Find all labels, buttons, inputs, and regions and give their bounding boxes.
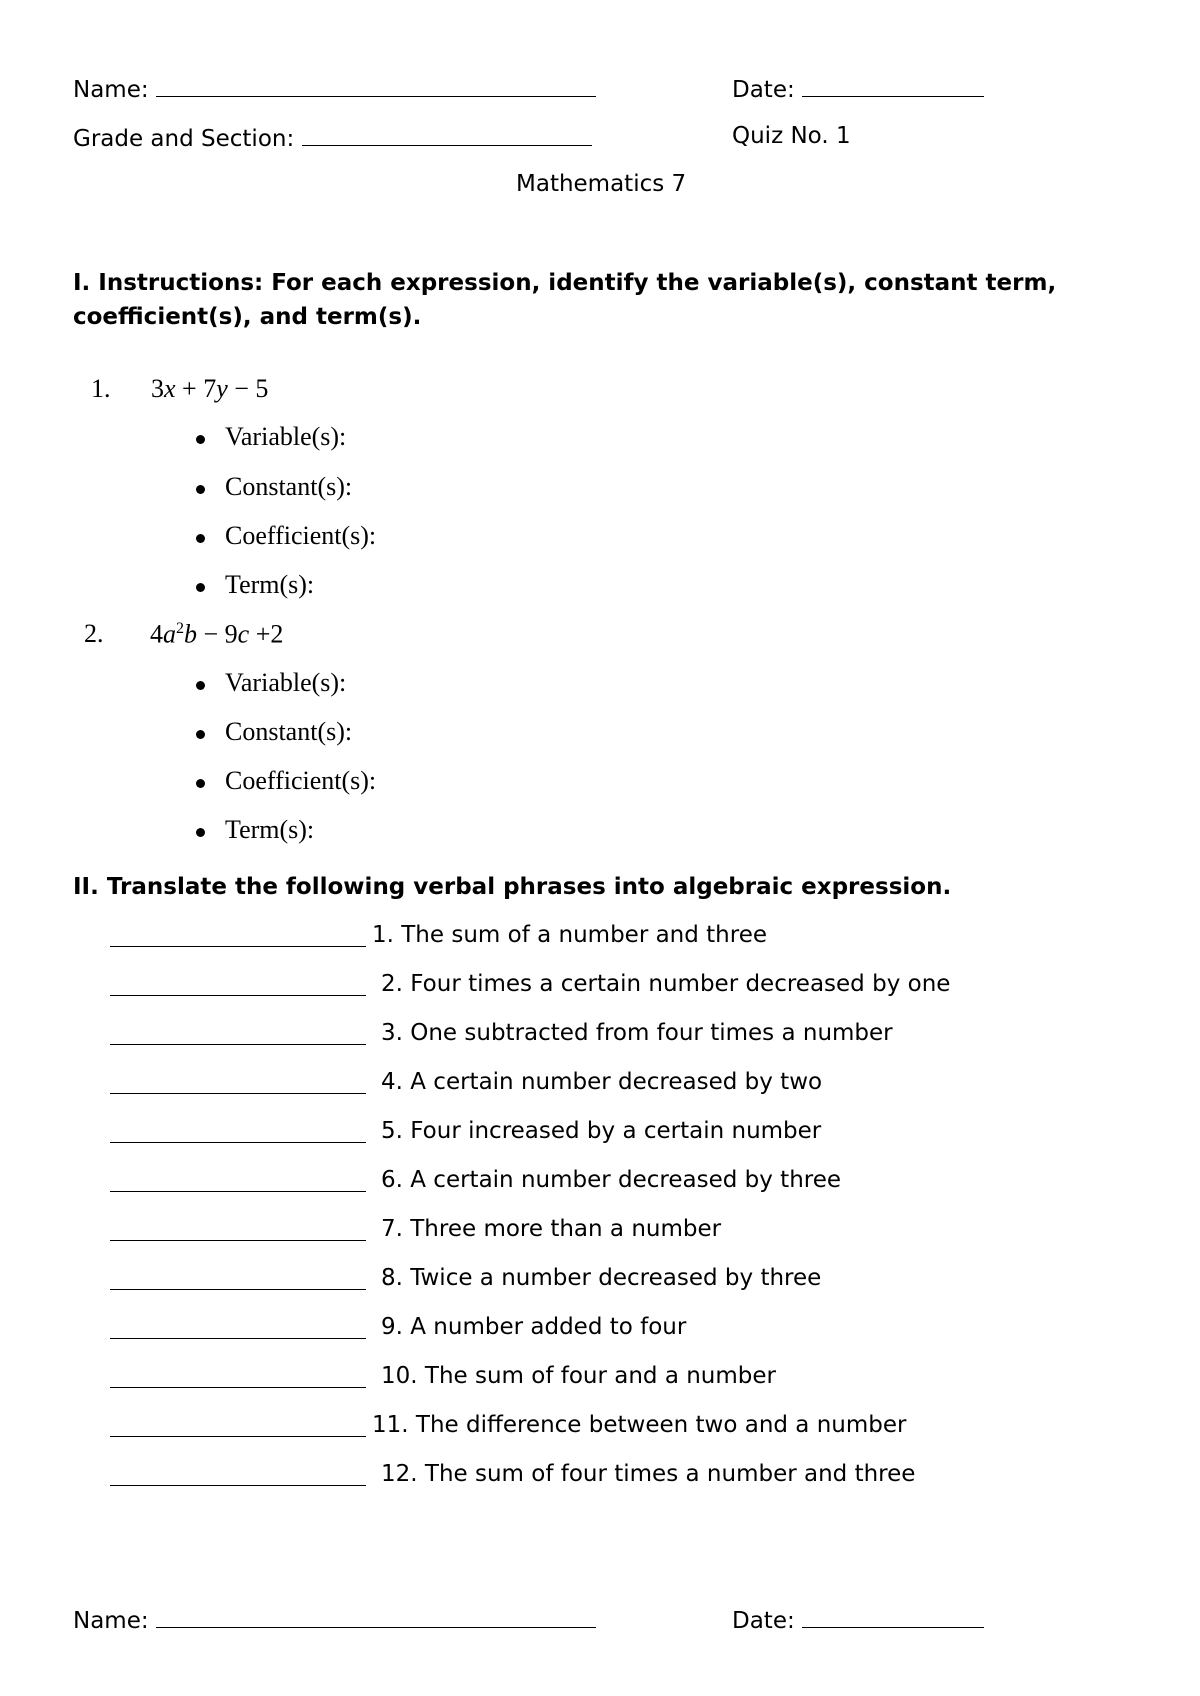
part1-instructions-line2: coefficient(s), and term(s). bbox=[73, 304, 422, 330]
bullet-icon bbox=[196, 435, 205, 444]
bullet-icon bbox=[196, 485, 205, 494]
answer-blank[interactable] bbox=[110, 1436, 366, 1437]
answer-blank[interactable] bbox=[110, 1191, 366, 1192]
name-field bbox=[73, 76, 596, 102]
bullet-icon bbox=[196, 779, 205, 788]
field-label: Variable(s): bbox=[225, 668, 347, 697]
footer-name-blank[interactable] bbox=[156, 1607, 596, 1628]
phrase-text: 3. One subtracted from four times a number bbox=[381, 1020, 893, 1046]
item-1-expression: 3x + 7y − 5 bbox=[151, 374, 269, 403]
date-label: Date: bbox=[732, 77, 795, 103]
item-1-field-constants bbox=[196, 474, 352, 500]
quiz-number: Quiz No. 1 bbox=[732, 123, 851, 149]
field-label: Term(s): bbox=[225, 570, 315, 599]
phrase-text: 5. Four increased by a certain number bbox=[381, 1118, 822, 1144]
field-label: Constant(s): bbox=[225, 472, 353, 501]
item-1-field-coefficients bbox=[196, 523, 376, 549]
grade-section-field bbox=[73, 125, 592, 151]
date-field bbox=[732, 76, 984, 102]
answer-blank[interactable] bbox=[110, 1485, 366, 1486]
field-label: Coefficient(s): bbox=[225, 766, 377, 795]
field-label: Constant(s): bbox=[225, 717, 353, 746]
item-2-field-constants bbox=[196, 719, 352, 745]
field-label: Term(s): bbox=[225, 815, 315, 844]
answer-blank[interactable] bbox=[110, 995, 366, 996]
name-blank[interactable] bbox=[156, 76, 596, 97]
part2-instructions: II. Translate the following verbal phrases into algebraic expression. bbox=[73, 874, 952, 900]
date-blank[interactable] bbox=[802, 76, 984, 97]
footer-date-label: Date: bbox=[732, 1608, 795, 1634]
phrase-text: 9. A number added to four bbox=[381, 1314, 687, 1340]
item-2-field-variables bbox=[196, 670, 346, 696]
answer-blank[interactable] bbox=[110, 1093, 366, 1094]
answer-blank[interactable] bbox=[110, 1338, 366, 1339]
footer-name-label: Name: bbox=[73, 1608, 149, 1634]
answer-blank[interactable] bbox=[110, 946, 366, 947]
phrase-text: 11. The difference between two and a number bbox=[372, 1412, 907, 1438]
answer-blank[interactable] bbox=[110, 1240, 366, 1241]
item-1-number: 1. bbox=[91, 374, 111, 403]
answer-blank[interactable] bbox=[110, 1387, 366, 1388]
part1-instructions-line1: I. Instructions: For each expression, identify the variable(s), constant term, bbox=[73, 270, 1057, 296]
footer-date-blank[interactable] bbox=[802, 1607, 984, 1628]
phrase-text: 1. The sum of a number and three bbox=[372, 922, 768, 948]
phrase-text: 8. Twice a number decreased by three bbox=[381, 1265, 822, 1291]
bullet-icon bbox=[196, 730, 205, 739]
phrase-text: 2. Four times a certain number decreased by one bbox=[381, 971, 951, 997]
answer-blank[interactable] bbox=[110, 1044, 366, 1045]
subject-title: Mathematics 7 bbox=[516, 171, 687, 197]
footer-date-field bbox=[732, 1607, 984, 1633]
footer-name-field bbox=[73, 1607, 596, 1633]
field-label: Coefficient(s): bbox=[225, 521, 377, 550]
grade-section-blank[interactable] bbox=[302, 125, 592, 146]
bullet-icon bbox=[196, 534, 205, 543]
answer-blank[interactable] bbox=[110, 1289, 366, 1290]
phrase-text: 6. A certain number decreased by three bbox=[381, 1167, 842, 1193]
grade-section-label: Grade and Section: bbox=[73, 126, 295, 152]
bullet-icon bbox=[196, 828, 205, 837]
bullet-icon bbox=[196, 583, 205, 592]
item-1-field-variables bbox=[196, 424, 346, 450]
bullet-icon bbox=[196, 681, 205, 690]
item-2-field-coefficients bbox=[196, 768, 376, 794]
item-1-field-terms bbox=[196, 572, 314, 598]
phrase-text: 4. A certain number decreased by two bbox=[381, 1069, 823, 1095]
field-label: Variable(s): bbox=[225, 422, 347, 451]
item-2-field-terms bbox=[196, 817, 314, 843]
phrase-text: 12. The sum of four times a number and three bbox=[381, 1461, 916, 1487]
phrase-text: 10. The sum of four and a number bbox=[381, 1363, 776, 1389]
name-label: Name: bbox=[73, 77, 149, 103]
answer-blank[interactable] bbox=[110, 1142, 366, 1143]
item-2-number: 2. bbox=[84, 619, 104, 648]
item-2-expression: $4a^2b - 9c +2$ bbox=[150, 619, 284, 649]
phrase-text: 7. Three more than a number bbox=[381, 1216, 722, 1242]
